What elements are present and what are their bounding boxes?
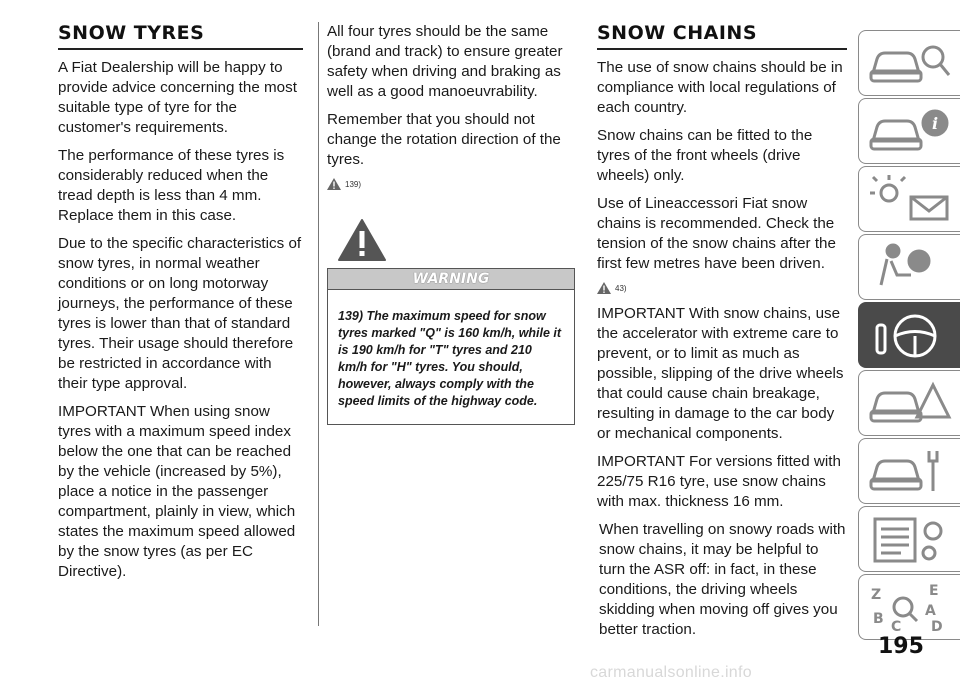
car-maintenance-icon bbox=[867, 445, 953, 499]
warning-text: 139) The maximum speed for snow tyres marked "Q" is 160 km/h, while it is 190 km/h for "T" tyres and 210 km/h for "H" tyres. You should, however, always comply with the speed limits of the highway code. bbox=[338, 309, 562, 408]
warning-triangle-icon bbox=[327, 178, 341, 190]
paragraph: Snow chains can be fitted to the tyres of the front wheels (drive wheels) only. bbox=[597, 127, 813, 184]
paragraph: IMPORTANT When using snow tyres with a maximum speed index below the one that can be reached by the vehicle (increased by 5%), place a notice in the passenger compartment, plainly in view, which states the maximum speed allowed by the snow tyres (as per EC Directive). bbox=[58, 403, 296, 580]
column-divider bbox=[318, 22, 319, 626]
svg-text:E: E bbox=[929, 583, 939, 599]
page-number: 195 bbox=[878, 634, 924, 659]
reference-number: 43) bbox=[615, 283, 627, 293]
column-snow-chains bbox=[597, 22, 847, 648]
steering-wheel-icon bbox=[867, 309, 953, 363]
section-heading-snow-tyres: SNOW TYRES bbox=[58, 22, 303, 50]
sidebar-tab-index[interactable] bbox=[858, 574, 960, 640]
warning-body bbox=[327, 290, 575, 425]
warning-reference[interactable] bbox=[327, 178, 575, 190]
svg-text:D: D bbox=[931, 619, 943, 635]
paragraph: A Fiat Dealership will be happy to provide advice concerning the most suitable type of tyre for the customer's requirements. bbox=[58, 59, 297, 136]
technical-data-icon bbox=[867, 513, 953, 567]
note-text: When travelling on snowy roads with snow chains, it may be helpful to turn the ASR off: in fact, in these conditions, the driving wheels skidding when moving off gives you better traction. bbox=[599, 521, 846, 638]
sidebar-tab-technical-data[interactable] bbox=[858, 506, 960, 572]
svg-text:Z: Z bbox=[871, 587, 882, 603]
index-az-icon bbox=[867, 581, 953, 635]
svg-text:B: B bbox=[873, 611, 884, 627]
warning-box bbox=[327, 218, 575, 425]
sidebar-tab-car-info[interactable] bbox=[858, 98, 960, 164]
sidebar-tab-airbag-safety[interactable] bbox=[858, 234, 960, 300]
column-tyres-continued bbox=[327, 22, 575, 425]
column-snow-tyres bbox=[58, 22, 303, 590]
paragraph: The performance of these tyres is considerably reduced when the tread depth is less than 4 mm. Replace them in this case. bbox=[58, 147, 285, 224]
paragraph: Remember that you should not change the rotation direction of the tyres. bbox=[327, 111, 561, 168]
paragraph: Use of Lineaccessori Fiat snow chains is recommended. Check the tension of the snow chains after the first few metres have been driven. bbox=[597, 195, 836, 272]
watermark: carmanualsonline.info bbox=[590, 664, 752, 681]
svg-text:A: A bbox=[925, 603, 936, 619]
warning-reference[interactable] bbox=[597, 282, 847, 294]
car-emergency-icon bbox=[867, 377, 953, 431]
sidebar-tab-warning-lights[interactable] bbox=[858, 166, 960, 232]
sidebar-tab-emergency[interactable] bbox=[858, 370, 960, 436]
svg-text:C: C bbox=[891, 619, 902, 635]
warning-title: WARNING bbox=[327, 268, 575, 290]
paragraph: IMPORTANT With snow chains, use the accelerator with extreme care to prevent, or to limit as much as possible, slipping of the drive wheels that could cause chain breakage, resulting in damage to the car body or mechanical components. bbox=[597, 305, 844, 442]
warning-lights-icon bbox=[867, 173, 953, 227]
car-info-icon bbox=[867, 105, 953, 159]
airbag-safety-icon bbox=[867, 241, 953, 295]
warning-triangle-icon bbox=[337, 218, 387, 262]
warning-triangle-icon bbox=[597, 282, 611, 294]
car-search-icon bbox=[867, 37, 953, 91]
paragraph: Due to the specific characteristics of snow tyres, in normal weather conditions or on long motorway journeys, the performance of these tyres is lower than that of standard tyres. Their usage should therefore be restricted in accordance with their type approval. bbox=[58, 235, 302, 392]
reference-number: 139) bbox=[345, 179, 362, 189]
sidebar-tab-car-search[interactable] bbox=[858, 30, 960, 96]
paragraph: All four tyres should be the same (brand and track) to ensure greater safety when driving and braking as well as a good manoeuvrability. bbox=[327, 23, 563, 100]
section-heading-snow-chains: SNOW CHAINS bbox=[597, 22, 847, 50]
paragraph: The use of snow chains should be in compliance with local regulations of each country. bbox=[597, 59, 843, 116]
paragraph: IMPORTANT For versions fitted with 225/75 R16 tyre, use snow chains with max. thickness 16 mm. bbox=[597, 453, 841, 510]
sidebar-tab-maintenance[interactable] bbox=[858, 438, 960, 504]
sidebar-tab-starting-driving[interactable] bbox=[858, 302, 960, 368]
svg-text:i: i bbox=[932, 114, 939, 133]
